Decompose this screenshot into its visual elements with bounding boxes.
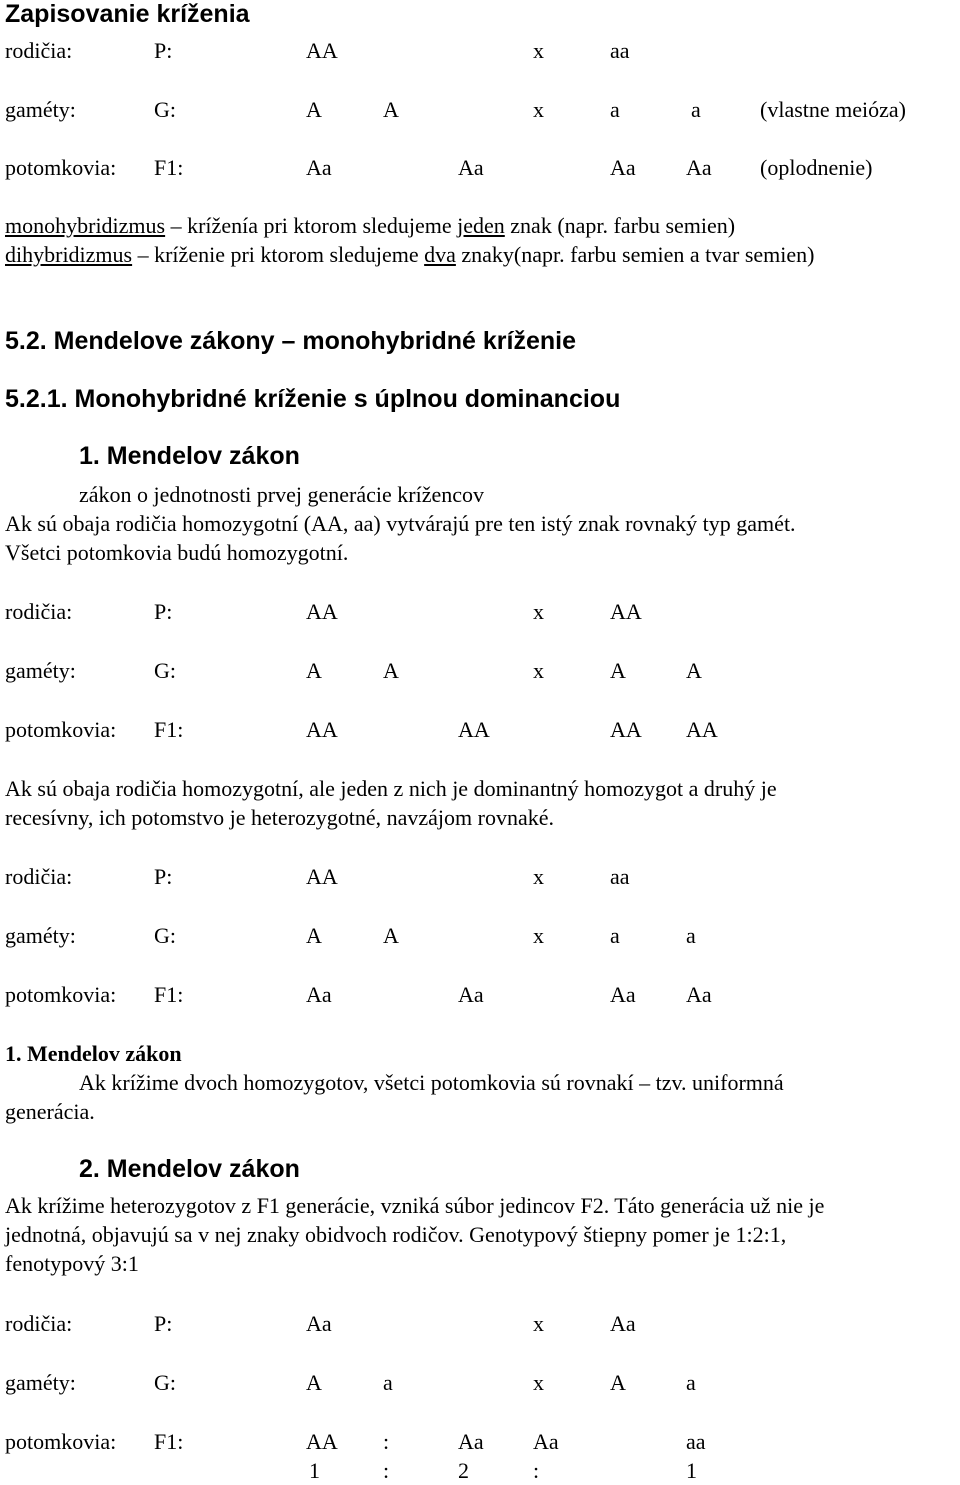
row-symbol: F1: — [154, 717, 184, 742]
genotype: Aa — [458, 982, 484, 1007]
gamete: a — [610, 923, 620, 948]
ratio-value: 2 — [458, 1458, 469, 1483]
row-symbol: P: — [154, 1311, 173, 1336]
paragraph-line: Ak sú obaja rodičia homozygotní (AA, aa) vytvárajú pre ten istý znak rovnaký typ gamét. — [5, 511, 796, 536]
row-symbol: F1: — [154, 155, 184, 180]
gamete: A — [306, 1370, 322, 1395]
paragraph-line: Všetci potomkovia budú homozygotní. — [5, 540, 349, 565]
genotype: Aa — [458, 1429, 484, 1454]
paragraph-line: Ak krížime heterozygotov z F1 generácie, vzniká súbor jedincov F2. Táto generácia už nie je — [5, 1193, 825, 1218]
genotype: Aa — [610, 155, 636, 180]
ratio-value: 1 — [309, 1458, 320, 1483]
gamete: a — [686, 923, 696, 948]
row-symbol: G: — [154, 923, 176, 948]
law-subtitle: zákon o jednotnosti prvej generácie krížencov — [79, 482, 485, 507]
definition-text: znaky(napr. farbu semien a tvar semien) — [455, 242, 815, 267]
cross-sign: x — [533, 864, 544, 889]
row-label: gaméty: — [5, 1370, 76, 1395]
genotype: aa — [610, 864, 630, 889]
cross-sign: x — [533, 38, 544, 63]
definition-text: znak (napr. farbu semien) — [504, 213, 736, 238]
ratio-value: 1 — [686, 1458, 697, 1483]
term: monohybridizmus — [5, 213, 166, 238]
cross-sign: x — [533, 1370, 544, 1395]
cross-sign: x — [533, 658, 544, 683]
definition-monohybridism — [5, 211, 735, 240]
row-label: rodičia: — [5, 864, 73, 889]
genotype: Aa — [533, 1429, 559, 1454]
genotype: AA — [458, 717, 490, 742]
row-symbol: G: — [154, 97, 176, 122]
ratio-separator: : — [383, 1458, 390, 1483]
row-label: rodičia: — [5, 38, 73, 63]
genotype: Aa — [610, 982, 636, 1007]
gamete: A — [383, 97, 399, 122]
row-label: gaméty: — [5, 97, 76, 122]
paragraph-line: jednotná, objavujú sa v nej znaky obidvoch rodičov. Genotypový štiepny pomer je 1:2:1, — [5, 1222, 787, 1247]
emphasis: jeden — [457, 213, 505, 238]
cross-sign: x — [533, 923, 544, 948]
cross-sign: x — [533, 97, 544, 122]
row-label: rodičia: — [5, 1311, 73, 1336]
paragraph-line: fenotypový 3:1 — [5, 1251, 139, 1276]
gamete: A — [383, 658, 399, 683]
ratio-separator: : — [533, 1458, 540, 1483]
row-symbol: G: — [154, 1370, 176, 1395]
row-symbol: P: — [154, 864, 173, 889]
row-label: gaméty: — [5, 923, 76, 948]
genotype: AA — [610, 599, 642, 624]
definition-text: – kríženía pri ktorom sledujeme — [165, 213, 458, 238]
gamete: A — [686, 658, 702, 683]
genotype: Aa — [610, 1311, 636, 1336]
row-label: potomkovia: — [5, 717, 117, 742]
genotype: AA — [306, 717, 338, 742]
emphasis: dva — [424, 242, 456, 267]
row-symbol: G: — [154, 658, 176, 683]
gamete: A — [610, 1370, 626, 1395]
genotype: AA — [306, 38, 338, 63]
page-title: Zapisovanie kríženia — [5, 0, 250, 28]
row-symbol: F1: — [154, 982, 184, 1007]
gamete: a — [383, 1370, 393, 1395]
genotype: Aa — [458, 155, 484, 180]
genotype: aa — [686, 1429, 706, 1454]
genotype: Aa — [686, 155, 712, 180]
note: (vlastne meióza) — [760, 97, 906, 122]
genotype: AA — [306, 599, 338, 624]
genotype: AA — [686, 717, 718, 742]
ratio-separator: : — [383, 1429, 390, 1454]
law-heading: 1. Mendelov zákon — [5, 1041, 182, 1066]
paragraph-line: generácia. — [5, 1099, 95, 1124]
genotype: Aa — [686, 982, 712, 1007]
definition-dihybridism — [5, 240, 814, 269]
paragraph-line: recesívny, ich potomstvo je heterozygotné, navzájom rovnaké. — [5, 805, 555, 830]
gamete: a — [610, 97, 620, 122]
genotype: AA — [610, 717, 642, 742]
gamete: A — [383, 923, 399, 948]
row-symbol: F1: — [154, 1429, 184, 1454]
row-label: gaméty: — [5, 658, 76, 683]
gamete: a — [686, 1370, 696, 1395]
paragraph-line: Ak sú obaja rodičia homozygotní, ale jeden z nich je dominantný homozygot a druhý je — [5, 776, 777, 801]
row-label: rodičia: — [5, 599, 73, 624]
cross-sign: x — [533, 1311, 544, 1336]
row-label: potomkovia: — [5, 982, 117, 1007]
genotype: Aa — [306, 155, 332, 180]
gamete: A — [306, 923, 322, 948]
gamete: A — [610, 658, 626, 683]
genotype: Aa — [306, 1311, 332, 1336]
genotype: aa — [610, 38, 630, 63]
genotype: AA — [306, 1429, 338, 1454]
row-symbol: P: — [154, 599, 173, 624]
row-label: potomkovia: — [5, 155, 117, 180]
note: (oplodnenie) — [760, 155, 873, 180]
gamete: a — [691, 97, 701, 122]
section-heading: 5.2. Mendelove zákony – monohybridné kríženie — [5, 327, 576, 355]
row-symbol: P: — [154, 38, 173, 63]
cross-sign: x — [533, 599, 544, 624]
genotype: AA — [306, 864, 338, 889]
paragraph-line: Ak krížime dvoch homozygotov, všetci potomkovia sú rovnakí – tzv. uniformná — [79, 1070, 784, 1095]
subsection-heading: 5.2.1. Monohybridné kríženie s úplnou dominanciou — [5, 385, 621, 413]
gamete: A — [306, 658, 322, 683]
law-heading: 2. Mendelov zákon — [79, 1155, 300, 1183]
definition-text: – kríženie pri ktorom sledujeme — [132, 242, 425, 267]
law-heading: 1. Mendelov zákon — [79, 442, 300, 470]
gamete: A — [306, 97, 322, 122]
row-label: potomkovia: — [5, 1429, 117, 1454]
genotype: Aa — [306, 982, 332, 1007]
term: dihybridizmus — [5, 242, 133, 267]
